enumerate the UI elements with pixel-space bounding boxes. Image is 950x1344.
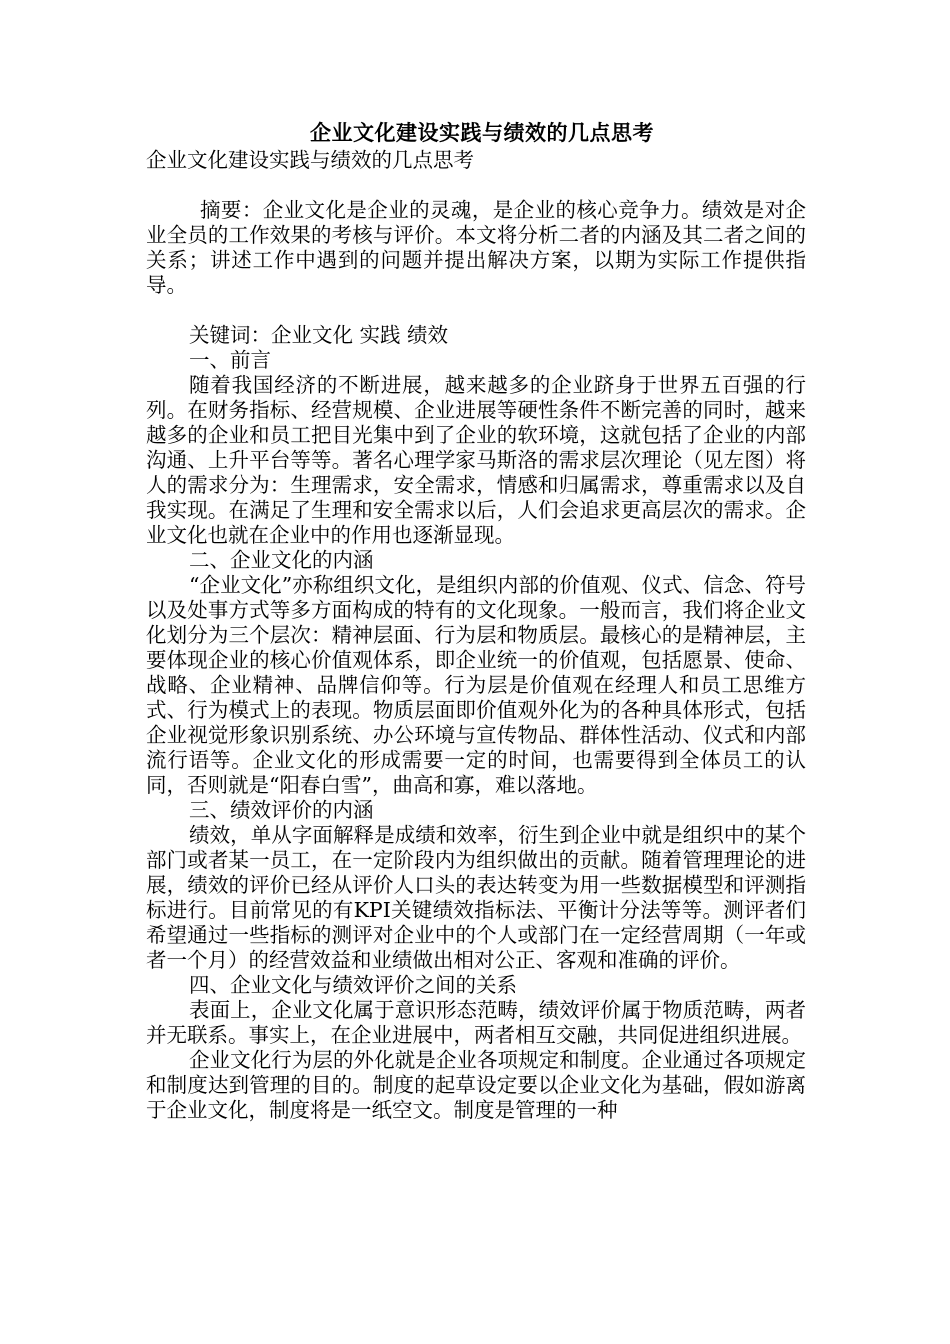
body-paragraph: 随着我国经济的不断进展，越来越多的企业跻身于世界五百强的行列。在财务指标、经营规模、企业进展等硬性条件不断完善的同时，越来越多的企业和员工把目光集中到了企业的软环境，这就包括了企业的内部沟通、上升平台等等。著名心理学家马斯洛的需求层次理论（见左图）将人的需求分为：生理需求，安全需求，情感和归属需求，尊重需求以及自我实现。在满足了生理和安全需求以后，人们会追求更高层次的需求。企业文化也就在企业中的作用也逐渐显现。 [146,373,806,547]
document-title: 企业文化建设实践与绩效的几点思考 [310,121,654,145]
keywords-line: 关键词：企业文化 实践 绩效 [189,323,449,347]
body-paragraph: “企业文化”亦称组织文化，是组织内部的价值观、仪式、信念、符号以及处事方式等多方面构成的特有的文化现象。一般而言，我们将企业文化划分为三个层次：精神层面、行为层和物质层。最核心的是精神层，主要体现企业的核心价值观体系，即企业统一的价值观，包括愿景、使命、战略、企业精神、品牌信仰等。行为层是价值观在经理人和员工思维方式、行为模式上的表现。物质层面即价值观外化为的各种具体形式，包括企业视觉形象识别系统、办公环境与宣传物品、群体性活动、仪式和内部流行语等。企业文化的形成需要一定的时间，也需要得到全体员工的认同，否则就是“阳春白雪”，曲高和寡，难以落地。 [146,573,806,797]
document-subtitle: 企业文化建设实践与绩效的几点思考 [146,148,474,172]
section-heading-preface: 一、前言 [189,348,271,372]
section-heading-culture: 二、企业文化的内涵 [189,548,374,572]
abstract-paragraph: 摘要：企业文化是企业的灵魂，是企业的核心竞争力。绩效是对企业全员的工作效果的考核与评价。本文将分析二者的内涵及其二者之间的关系；讲述工作中遇到的问题并提出解决方案，以期为实际工作提供指导。 [146,198,806,297]
body-paragraph: 表面上，企业文化属于意识形态范畴，绩效评价属于物质范畴，两者并无联系。事实上，在企业进展中，两者相互交融，共同促进组织进展。 [146,998,806,1047]
blank-line [146,173,806,198]
blank-line [146,298,806,323]
section-heading-performance: 三、绩效评价的内涵 [189,798,374,822]
section-heading-relation: 四、企业文化与绩效评价之间的关系 [189,973,517,997]
document-page [146,118,806,1123]
body-paragraph: 企业文化行为层的外化就是企业各项规定和制度。企业通过各项规定和制度达到管理的目的。制度的起草设定要以企业文化为基础，假如游离于企业文化，制度将是一纸空文。制度是管理的一种 [146,1048,806,1122]
body-paragraph: 绩效，单从字面解释是成绩和效率，衍生到企业中就是组织中的某个部门或者某一员工，在一定阶段内为组织做出的贡献。随着管理理论的进展，绩效的评价已经从评价人口头的表达转变为用一些数据模型和评测指标进行。目前常见的有KPI关键绩效指标法、平衡计分法等等。测评者们希望通过一些指标的测评对企业中的个人或部门在一定经营周期（一年或者一个月）的经营效益和业绩做出相对公正、客观和准确的评价。 [146,823,806,972]
